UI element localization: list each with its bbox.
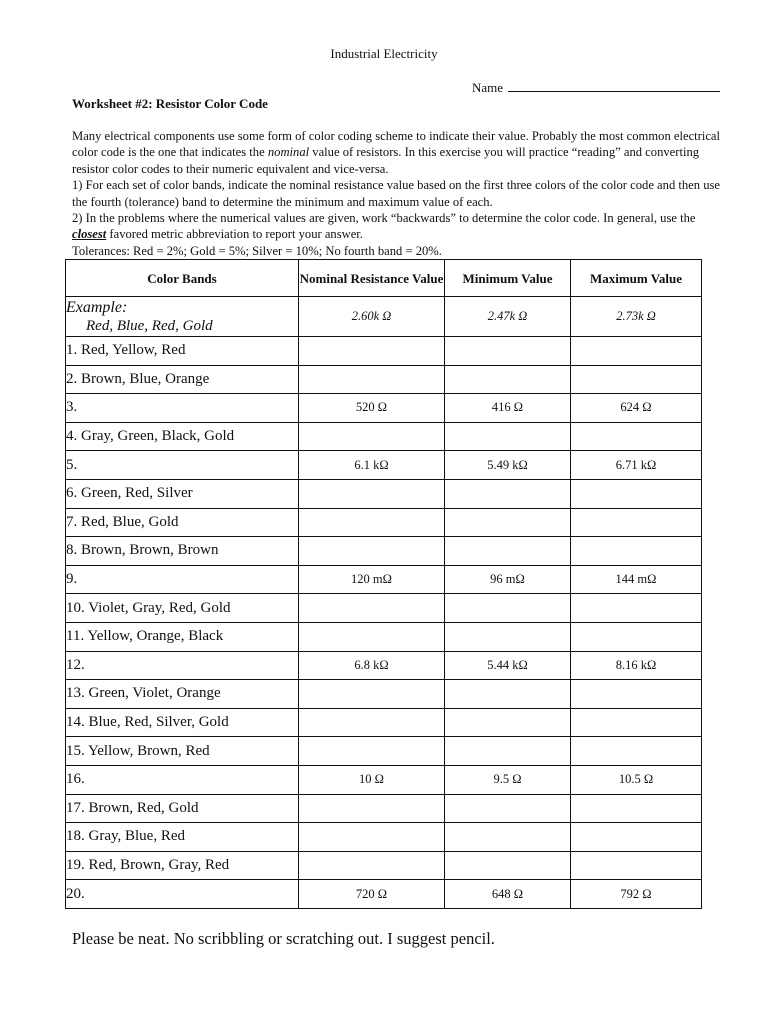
- color-bands-cell: 2. Brown, Blue, Orange: [66, 365, 299, 394]
- minimum-cell[interactable]: [445, 508, 571, 537]
- table-row: [66, 708, 702, 737]
- maximum-cell[interactable]: 624 Ω: [571, 394, 702, 423]
- name-field[interactable]: [472, 79, 720, 96]
- maximum-cell[interactable]: [571, 508, 702, 537]
- example-row: [66, 297, 702, 337]
- minimum-cell[interactable]: [445, 479, 571, 508]
- table-row: [66, 765, 702, 794]
- color-bands-cell: 14. Blue, Red, Silver, Gold: [66, 708, 299, 737]
- maximum-cell[interactable]: [571, 537, 702, 566]
- nominal-cell[interactable]: [299, 422, 445, 451]
- course-title: Industrial Electricity: [330, 46, 438, 61]
- example-label: Example:: [66, 298, 128, 316]
- example-minimum: 2.47k Ω: [445, 297, 571, 337]
- table-row: [66, 565, 702, 594]
- table-row: [66, 880, 702, 909]
- minimum-cell[interactable]: 9.5 Ω: [445, 765, 571, 794]
- color-bands-cell: 4. Gray, Green, Black, Gold: [66, 422, 299, 451]
- maximum-cell[interactable]: [571, 680, 702, 709]
- table-row: [66, 422, 702, 451]
- table-row: [66, 451, 702, 480]
- example-nominal: 2.60k Ω: [299, 297, 445, 337]
- minimum-cell[interactable]: 648 Ω: [445, 880, 571, 909]
- table-row: [66, 337, 702, 366]
- nominal-cell[interactable]: [299, 508, 445, 537]
- maximum-cell[interactable]: 10.5 Ω: [571, 765, 702, 794]
- nominal-cell[interactable]: 120 mΩ: [299, 565, 445, 594]
- minimum-cell[interactable]: [445, 622, 571, 651]
- nominal-cell[interactable]: [299, 823, 445, 852]
- nominal-cell[interactable]: [299, 794, 445, 823]
- table-row: [66, 479, 702, 508]
- color-bands-cell: 10. Violet, Gray, Red, Gold: [66, 594, 299, 623]
- table-row: [66, 680, 702, 709]
- nominal-cell[interactable]: [299, 479, 445, 508]
- table-row: [66, 651, 702, 680]
- nominal-cell[interactable]: [299, 622, 445, 651]
- nominal-cell[interactable]: 6.8 kΩ: [299, 651, 445, 680]
- table-row: [66, 622, 702, 651]
- example-maximum: 2.73k Ω: [571, 297, 702, 337]
- example-bands-cell: [66, 297, 299, 337]
- maximum-cell[interactable]: [571, 823, 702, 852]
- header-color-bands: Color Bands: [66, 260, 299, 297]
- minimum-cell[interactable]: [445, 680, 571, 709]
- minimum-cell[interactable]: [445, 594, 571, 623]
- table-row: [66, 537, 702, 566]
- maximum-cell[interactable]: [571, 622, 702, 651]
- color-bands-cell: 15. Yellow, Brown, Red: [66, 737, 299, 766]
- resistor-table: [65, 259, 702, 909]
- header-nominal: Nominal Resistance Value: [299, 260, 445, 297]
- minimum-cell[interactable]: [445, 422, 571, 451]
- minimum-cell[interactable]: 5.44 kΩ: [445, 651, 571, 680]
- maximum-cell[interactable]: [571, 794, 702, 823]
- maximum-cell[interactable]: 6.71 kΩ: [571, 451, 702, 480]
- color-bands-cell: 9.: [66, 565, 299, 594]
- nominal-cell[interactable]: [299, 737, 445, 766]
- tolerances-note: Tolerances: Red = 2%; Gold = 5%; Silver = 10%; No fourth band = 20%.: [72, 243, 442, 258]
- maximum-cell[interactable]: [571, 594, 702, 623]
- minimum-cell[interactable]: [445, 365, 571, 394]
- intro-paragraph: [72, 128, 732, 177]
- name-label: Name: [472, 80, 504, 95]
- color-bands-cell: 12.: [66, 651, 299, 680]
- table-row: [66, 394, 702, 423]
- minimum-cell[interactable]: [445, 708, 571, 737]
- minimum-cell[interactable]: [445, 851, 571, 880]
- color-bands-cell: 3.: [66, 394, 299, 423]
- example-bands: Red, Blue, Red, Gold: [86, 317, 213, 334]
- minimum-cell[interactable]: [445, 794, 571, 823]
- color-bands-cell: 20.: [66, 880, 299, 909]
- color-bands-cell: 1. Red, Yellow, Red: [66, 337, 299, 366]
- maximum-cell[interactable]: [571, 479, 702, 508]
- maximum-cell[interactable]: [571, 365, 702, 394]
- nominal-cell[interactable]: [299, 537, 445, 566]
- maximum-cell[interactable]: [571, 737, 702, 766]
- header-maximum: Maximum Value: [571, 260, 702, 297]
- color-bands-cell: 5.: [66, 451, 299, 480]
- maximum-cell[interactable]: [571, 422, 702, 451]
- intro-text-b: value of resistors. In this exercise you will practice “reading” and converting resistor color codes to their numeric equivalent and vice-versa.: [72, 145, 700, 176]
- nominal-cell[interactable]: 6.1 kΩ: [299, 451, 445, 480]
- nominal-cell[interactable]: [299, 365, 445, 394]
- color-bands-cell: 18. Gray, Blue, Red: [66, 823, 299, 852]
- table-row: [66, 823, 702, 852]
- nominal-cell[interactable]: [299, 851, 445, 880]
- minimum-cell[interactable]: [445, 537, 571, 566]
- footer-note: Please be neat. No scribbling or scratching out. I suggest pencil.: [72, 929, 495, 948]
- nominal-cell[interactable]: 520 Ω: [299, 394, 445, 423]
- minimum-cell[interactable]: 96 mΩ: [445, 565, 571, 594]
- maximum-cell[interactable]: 8.16 kΩ: [571, 651, 702, 680]
- minimum-cell[interactable]: 416 Ω: [445, 394, 571, 423]
- table-row: [66, 737, 702, 766]
- maximum-cell[interactable]: [571, 708, 702, 737]
- color-bands-cell: 16.: [66, 765, 299, 794]
- nominal-cell[interactable]: [299, 708, 445, 737]
- color-bands-cell: 6. Green, Red, Silver: [66, 479, 299, 508]
- worksheet-title: Worksheet #2: Resistor Color Code: [72, 96, 268, 111]
- name-blank-line[interactable]: [508, 79, 720, 92]
- header-minimum: Minimum Value: [445, 260, 571, 297]
- closest-word: closest: [72, 227, 107, 242]
- instructions: [72, 128, 732, 259]
- maximum-cell[interactable]: 792 Ω: [571, 880, 702, 909]
- minimum-cell[interactable]: [445, 337, 571, 366]
- instruction-2: [72, 210, 732, 243]
- table-row: [66, 508, 702, 537]
- maximum-cell[interactable]: [571, 851, 702, 880]
- nominal-cell[interactable]: [299, 594, 445, 623]
- color-bands-cell: 17. Brown, Red, Gold: [66, 794, 299, 823]
- color-bands-cell: 7. Red, Blue, Gold: [66, 508, 299, 537]
- minimum-cell[interactable]: [445, 737, 571, 766]
- table-row: [66, 794, 702, 823]
- nominal-cell[interactable]: [299, 337, 445, 366]
- maximum-cell[interactable]: [571, 337, 702, 366]
- color-bands-cell: 13. Green, Violet, Orange: [66, 680, 299, 709]
- minimum-cell[interactable]: 5.49 kΩ: [445, 451, 571, 480]
- minimum-cell[interactable]: [445, 823, 571, 852]
- instruction-1: 1) For each set of color bands, indicate the nominal resistance value based on the first three colors of the color code and then use the fourth (tolerance) band to determine the minimum and maximum value of each.: [72, 178, 721, 209]
- table-header-row: [66, 260, 702, 297]
- color-bands-cell: 11. Yellow, Orange, Black: [66, 622, 299, 651]
- nominal-cell[interactable]: [299, 680, 445, 709]
- instruction-2-text-a: 2) In the problems where the numerical values are given, work “backwards” to determine the color code. In general, use the: [72, 211, 696, 226]
- maximum-cell[interactable]: 144 mΩ: [571, 565, 702, 594]
- intro-text-a: Many electrical components use some form of color coding scheme to indicate their value. Probably the most common electrical color code is the one that indicates the: [72, 129, 721, 160]
- color-bands-cell: 8. Brown, Brown, Brown: [66, 537, 299, 566]
- table-row: [66, 365, 702, 394]
- table-row: [66, 594, 702, 623]
- nominal-cell[interactable]: 10 Ω: [299, 765, 445, 794]
- intro-nominal-word: nominal: [267, 145, 310, 160]
- instruction-2-text-b: favored metric abbreviation to report your answer.: [106, 227, 363, 242]
- color-bands-cell: 19. Red, Brown, Gray, Red: [66, 851, 299, 880]
- nominal-cell[interactable]: 720 Ω: [299, 880, 445, 909]
- table-row: [66, 851, 702, 880]
